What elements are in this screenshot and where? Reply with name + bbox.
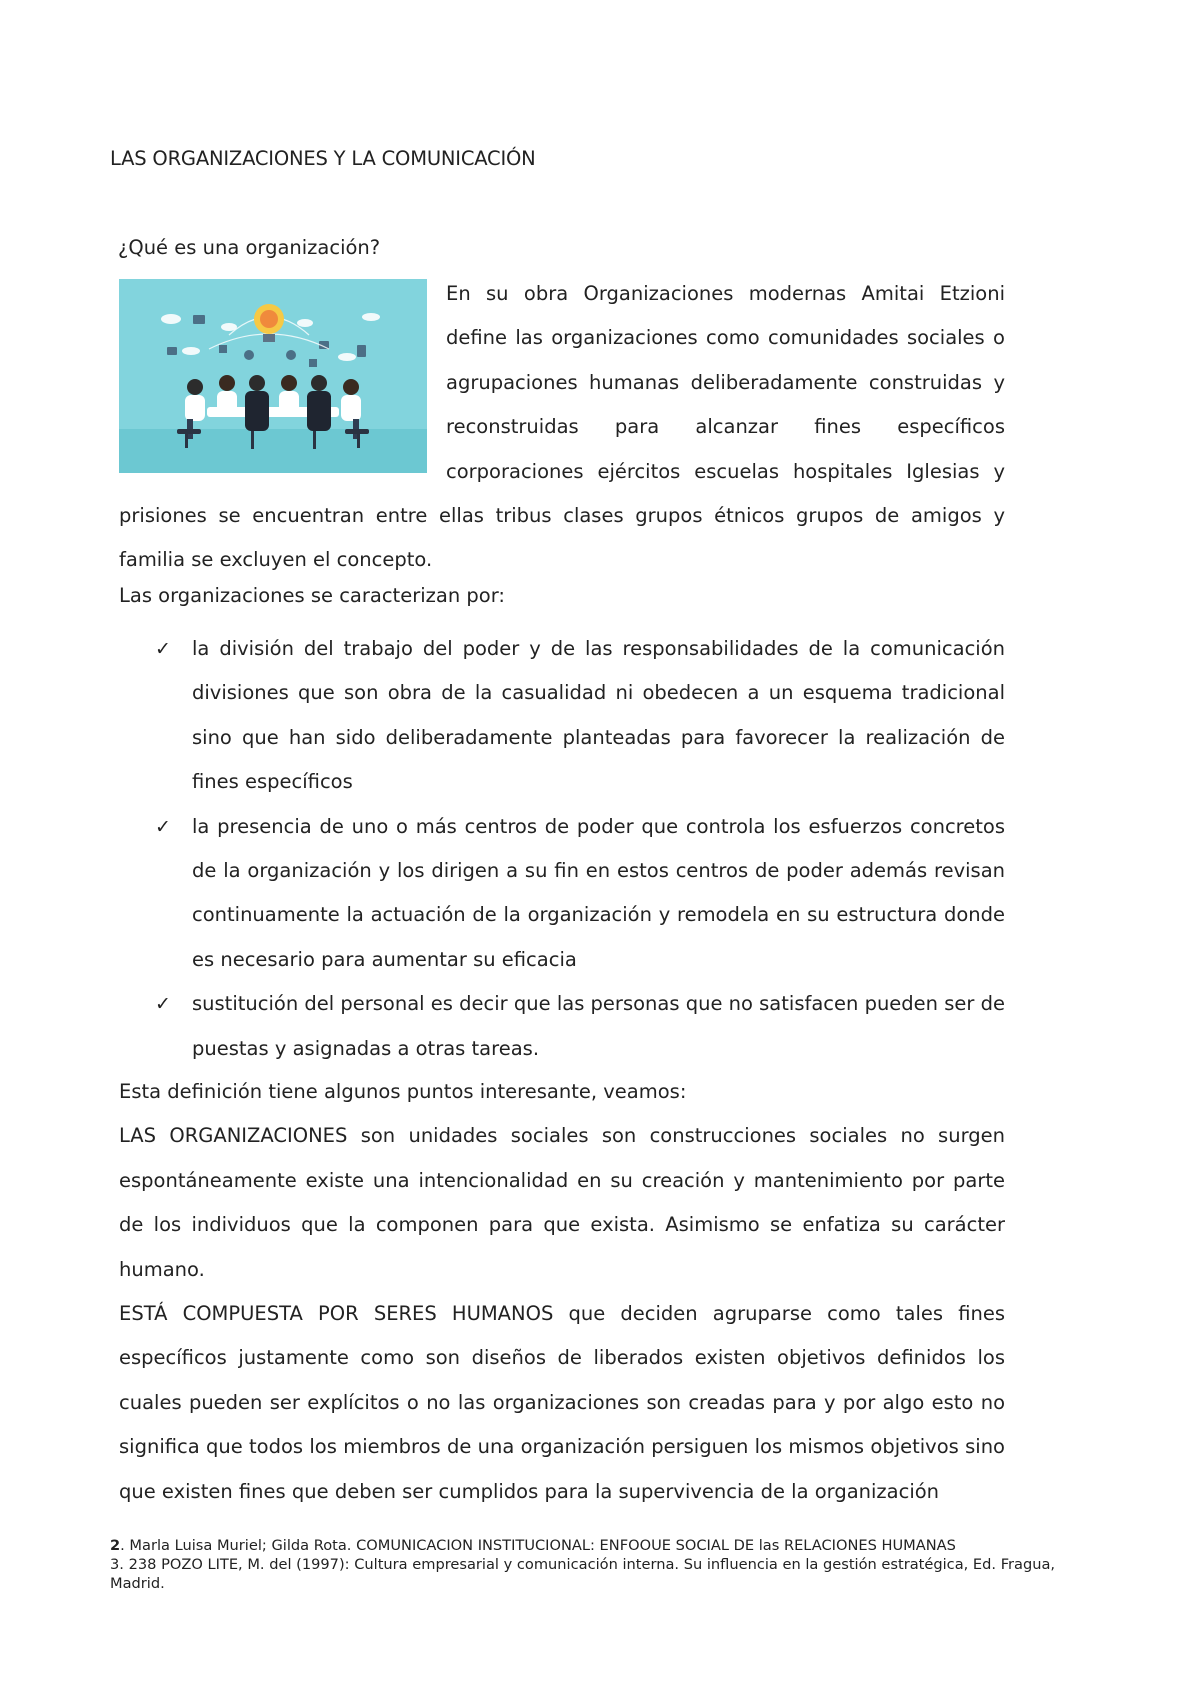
- intro-paragraph: En su obra Organizaciones modernas Amitai Etzioni define las organizaciones como comunidades sociales o agrupaciones humanas deliberadamente construidas y reconstruidas para alcanzar fines específicos corporaciones ejércitos escuelas hospitales Iglesias y prisiones se encuentran entre ellas tribus clases grupos étnicos grupos de amigos y familia se excluyen el concepto.: [119, 282, 1005, 572]
- closing-paragraph: ESTÁ COMPUESTA POR SERES HUMANOS que deciden agruparse como tales fines específicos justamente como son diseños de liberados existen objetivos definidos los cuales pueden ser explícitos o no las organizaciones son creadas para y por algo esto no significa que todos los miembros de una organización persiguen los mismos objetivos sino que existen fines que deben ser cumplidos para la supervivencia de la organización: [119, 1302, 1005, 1503]
- intro-paragraph-block: [119, 272, 1005, 583]
- closing-paragraph: Esta definición tiene algunos puntos interesante, veamos:: [119, 1080, 687, 1103]
- closing-paragraph: LAS ORGANIZACIONES son unidades sociales son construcciones sociales no surgen espontáneamente existe una intencionalidad en su creación y mantenimiento por parte de los individuos que la componen para que exista. Asimismo se enfatiza su carácter humano.: [119, 1124, 1005, 1281]
- document-title: LAS ORGANIZACIONES Y LA COMUNICACIÓN: [110, 147, 536, 170]
- illustration-wrap-spacer: [119, 272, 446, 494]
- closing-section: [119, 1070, 1005, 1514]
- characteristics-lead: Las organizaciones se caracterizan por:: [119, 584, 505, 607]
- check-icon: ✓: [155, 993, 171, 1016]
- list-item-text: sustitución del personal es decir que las personas que no satisfacen pueden ser de puestas y asignadas a otras tareas.: [192, 992, 1005, 1060]
- footnote-number: 2: [110, 1537, 121, 1554]
- list-item: [119, 627, 1005, 805]
- list-item-text: la presencia de uno o más centros de poder que controla los esfuerzos concretos de la organización y los dirigen a su fin en estos centros de poder además revisan continuamente la actuación de la organización y remodela en su estructura donde es necesario para aumentar su eficacia: [192, 814, 1005, 971]
- footnote-number: 3: [110, 1556, 120, 1573]
- footnote: [110, 1536, 1070, 1555]
- characteristics-list: [119, 627, 1005, 1071]
- footnote: [110, 1555, 1070, 1593]
- footnote-text: . 238 POZO LITE, M. del (1997): Cultura empresarial y comunicación interna. Su influencia en la gestión estratégica, Ed. Fragua, Madrid.: [110, 1556, 1056, 1592]
- footnotes: [110, 1536, 1070, 1593]
- list-item: [119, 805, 1005, 983]
- list-item: [119, 982, 1005, 1071]
- section-question: ¿Qué es una organización?: [118, 236, 381, 259]
- check-icon: ✓: [155, 815, 171, 838]
- check-icon: ✓: [155, 638, 171, 660]
- footnote-text: . Marla Luisa Muriel; Gilda Rota. COMUNICACION INSTITUCIONAL: ENFOOUE SOCIAL DE las RELACIONES HUMANAS: [120, 1537, 956, 1554]
- list-item-text: la división del trabajo del poder y de las responsabilidades de la comunicación divisiones que son obra de la casualidad ni obedecen a un esquema tradicional sino que han sido deliberadamente planteadas para favorecer la realización de fines específicos: [192, 637, 1005, 794]
